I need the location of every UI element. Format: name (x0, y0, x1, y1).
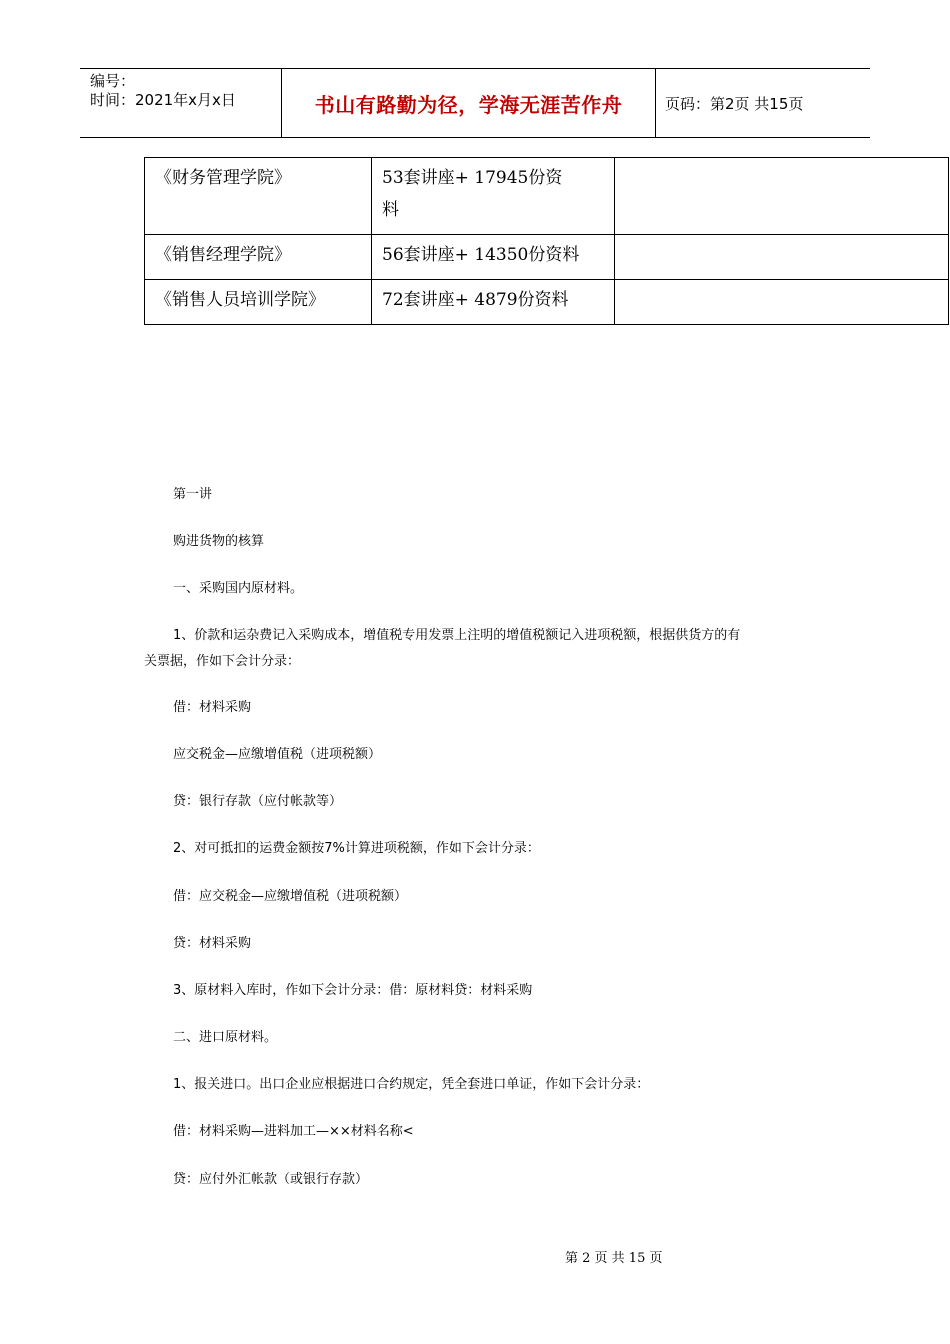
paragraph: 关票据，作如下会计分录： (144, 654, 301, 669)
entry-line: 应交税金—应缴增值税（进项税额） (173, 747, 382, 762)
table-row (145, 280, 949, 325)
entry-line: 贷：银行存款（应付帐款等） (173, 794, 343, 809)
page-header (80, 68, 870, 138)
entry-line: 借：材料采购 (173, 700, 252, 715)
entry-line: 贷：应付外汇帐款（或银行存款） (173, 1172, 369, 1187)
table-cell-name: 《销售经理学院》 (145, 235, 372, 280)
lecture-title: 第一讲 (173, 487, 213, 502)
table-cell-extra (615, 158, 949, 235)
table-cell-content: 72套讲座+ 4879份资料 (372, 280, 615, 325)
header-page-info: 页码：第2页 共15页 (665, 94, 804, 113)
paragraph: 1、报关进口。出口企业应根据进口合约规定，凭全套进口单证，作如下会计分录： (173, 1077, 650, 1092)
entry-line: 借：材料采购—进料加工—××材料名称< (173, 1124, 414, 1139)
number-label: 编号： (90, 72, 136, 90)
paragraph: 3、原材料入库时，作如下会计分录：借：原材料贷：材料采购 (173, 983, 533, 998)
table-cell-extra (615, 235, 949, 280)
course-table (144, 157, 949, 325)
section-heading: 一、采购国内原材料。 (173, 581, 304, 596)
table-cell-extra (615, 280, 949, 325)
header-motto: 书山有路勤为径，学海无涯苦作舟 (282, 69, 656, 137)
entry-line: 借：应交税金—应缴增值税（进项税额） (173, 889, 408, 904)
lecture-subtitle: 购进货物的核算 (173, 534, 265, 549)
paragraph: 2、对可抵扣的运费金额按7%计算进项税额，作如下会计分录： (173, 841, 540, 856)
paragraph: 1、价款和运杂费记入采购成本，增值税专用发票上注明的增值税额记入进项税额，根据供货方的有 (173, 628, 741, 643)
table-cell-content: 56套讲座+ 14350份资料 (372, 235, 615, 280)
table-cell-content: 53套讲座+ 17945份资 料 (372, 158, 615, 235)
section-heading: 二、进口原材料。 (173, 1030, 278, 1045)
table-cell-name: 《销售人员培训学院》 (145, 280, 372, 325)
page-footer: 第 2 页 共 15 页 (565, 1251, 663, 1266)
entry-line: 贷：材料采购 (173, 936, 252, 951)
table-row (145, 235, 949, 280)
header-meta (80, 69, 282, 137)
time-label: 时间：2021年x月x日 (90, 91, 236, 109)
table-row (145, 158, 949, 235)
table-cell-name: 《财务管理学院》 (145, 158, 372, 235)
